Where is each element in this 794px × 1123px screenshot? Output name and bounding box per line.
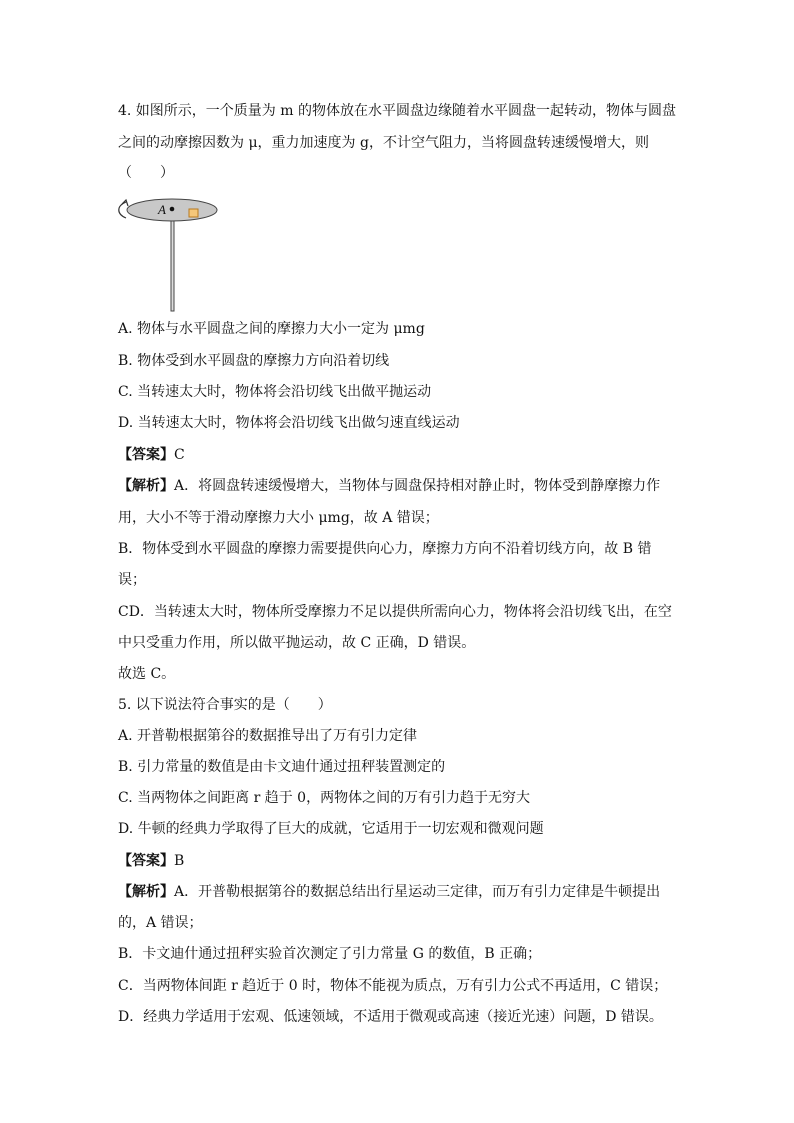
q5-analysis-line-4: C．当两物体间距 r 趋近于 0 时，物体不能视为质点，万有引力公式不再适用，C 错误；: [118, 978, 668, 994]
q4-answer: [118, 445, 678, 465]
disk-label-a: A: [158, 202, 166, 217]
q4-option-d: D. 当转速太大时，物体将会沿切线飞出做匀速直线运动: [118, 415, 460, 431]
answer-tag: 【答案】: [118, 853, 174, 869]
answer-tag: 【答案】: [118, 447, 174, 463]
q4-conclusion: 故选 C。: [118, 666, 176, 682]
q5-answer: [118, 851, 678, 871]
q5-option-b: B. 引力常量的数值是由卡文迪什通过扭秤装置测定的: [118, 759, 446, 775]
q5-analysis-line-5: D．经典力学适用于宏观、低速领域，不适用于微观或高速（接近光速）问题，D 错误。: [118, 1009, 663, 1025]
q5-analysis-line-3: B．卡文迪什通过扭秤实验首次测定了引力常量 G 的数值，B 正确；: [118, 946, 542, 962]
answer-value: B: [174, 853, 185, 869]
rotating-disk-diagram: [114, 190, 224, 315]
q4-analysis-line-6: 中只受重力作用，所以做平抛运动，故 C 正确，D 错误。: [118, 635, 476, 651]
q5-option-c: C. 当两物体之间距离 r 趋于 0，两物体之间的万有引力趋于无穷大: [118, 790, 531, 806]
analysis-text: A．将圆盘转速缓慢增大，当物体与圆盘保持相对静止时，物体受到静摩擦力作: [174, 478, 661, 494]
q4-stem-line-2: 之间的动摩擦因数为 μ，重力加速度为 g，不计空气阻力，当将圆盘转速缓慢增大，则: [118, 135, 649, 151]
q4-analysis-line-3: B．物体受到水平圆盘的摩擦力需要提供向心力，摩擦力方向不沿着切线方向，故 B 错: [118, 541, 652, 557]
q5-stem: 5. 以下说法符合事实的是（ ）: [118, 697, 332, 713]
q4-answer-blank: （ ）: [118, 165, 174, 181]
q4-option-a: A. 物体与水平圆盘之间的摩擦力大小一定为 μmg: [118, 321, 425, 337]
object-block: [189, 209, 198, 217]
q4-option-b: B. 物体受到水平圆盘的摩擦力方向沿着切线: [118, 353, 390, 369]
q5-analysis-line-2: 的，A 错误；: [118, 915, 203, 931]
rotating-disk-figure: [114, 190, 224, 315]
analysis-tag: 【解析】: [118, 884, 174, 900]
q4-analysis-line-4: 误；: [118, 572, 146, 588]
q4-analysis-line-5: CD．当转速太大时，物体所受摩擦力不足以提供所需向心力，物体将会沿切线飞出，在空: [118, 604, 672, 620]
q4-stem-line-1: 4. 如图所示，一个质量为 m 的物体放在水平圆盘边缘随着水平圆盘一起转动，物体与圆盘: [118, 103, 676, 119]
q5-option-a: A. 开普勒根据第谷的数据推导出了万有引力定律: [118, 728, 418, 744]
answer-value: C: [174, 447, 185, 463]
q4-option-c: C. 当转速太大时，物体将会沿切线飞出做平抛运动: [118, 384, 432, 400]
analysis-text: A．开普勒根据第谷的数据总结出行星运动三定律，而万有引力定律是牛顿提出: [174, 884, 661, 900]
q5-option-d: D. 牛顿的经典力学取得了巨大的成就，它适用于一切宏观和微观问题: [118, 821, 544, 837]
analysis-tag: 【解析】: [118, 478, 174, 494]
disk-shaft: [171, 221, 174, 311]
disk-center-dot: [170, 207, 175, 212]
q4-analysis-line-2: 用，大小不等于滑动摩擦力大小 μmg，故 A 错误；: [118, 510, 439, 526]
q5-analysis-line-1: [118, 882, 678, 902]
q4-analysis-line-1: [118, 476, 678, 496]
